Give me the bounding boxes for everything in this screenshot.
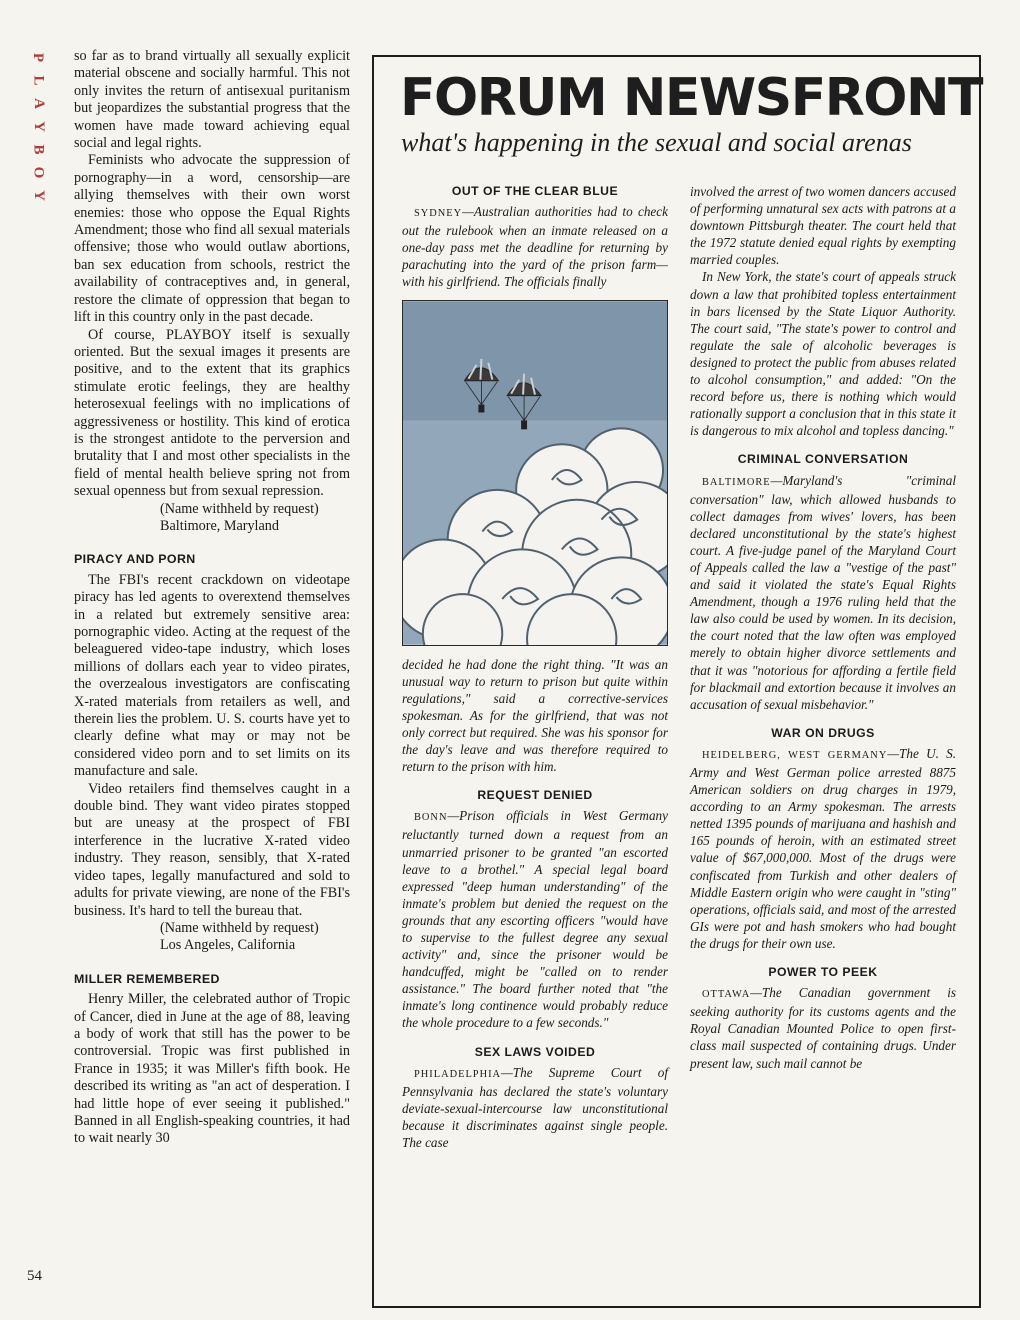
newsfront-right-column <box>690 183 956 1072</box>
item-heading-criminal-conversation: CRIMINAL CONVERSATION <box>737 452 909 467</box>
signature-name: (Name withheld by request) <box>160 500 319 517</box>
letters-column <box>74 48 350 1148</box>
item-heading-clear-blue: OUT OF THE CLEAR BLUE <box>451 184 619 198</box>
item-text: —Australian authorities had to check out the rulebook when an inmate released on a one-day pass met the deadline for returning by parachuting into the yard of the prison farm—with his girlfriend. The officials finally <box>402 204 668 290</box>
letter-signature <box>74 920 350 955</box>
letter-paragraph: so far as to brand virtually all sexually explicit material obscene and socially harmful. This not only invites the return of antisexual puritanism but jeopardizes the substantial progress that the women have made toward achieving equal social and legal rights. <box>74 48 350 152</box>
letter-paragraph: Henry Miller, the celebrated author of Tropic of Cancer, died in June at the age of 88, leaving a body of work that still has the power to be controversial. Tropic was first published in France in 1935; it was Miller's fifth book. He described its writing as "an act of desperation. I had little hope of ever seeing it published." Banned in all English-speaking countries, it had to wait nearly 30 <box>74 991 350 1147</box>
newsfront-subtitle: what's happening in the sexual and social arenas <box>401 128 912 157</box>
item-heading-sex-laws: SEX LAWS VOIDED <box>474 1044 596 1059</box>
item-text: —The Canadian government is seeking authority for its customs agents and the Royal Canadian Mounted Police to open first-class mail suspected of containing drugs. Under present law, such mail cannot be <box>690 985 956 1071</box>
item-heading-power-to-peek: POWER TO PEEK <box>768 965 878 980</box>
page-number: 54 <box>27 1268 42 1284</box>
dateline: BALTIMORE <box>702 476 771 488</box>
dateline: BONN <box>414 812 448 824</box>
item-heading-request-denied: REQUEST DENIED <box>477 788 593 803</box>
parachute-clouds-illustration <box>402 300 668 646</box>
dateline: OTTAWA <box>702 989 751 1001</box>
signature-name: (Name withheld by request) <box>160 919 319 936</box>
item-text: involved the arrest of two women dancers accused of performing unnatural sex acts with patrons at a downtown Pittsburgh theater. The court held that the 1972 statute denied equal rights by exempting married couples. <box>690 184 956 268</box>
item-heading-war-on-drugs: WAR ON DRUGS <box>771 725 875 740</box>
section-heading-piracy: PIRACY AND PORN <box>74 552 196 567</box>
newsfront-middle-column <box>402 183 668 1151</box>
dateline: SYDNEY <box>414 208 463 220</box>
item-text: —The Supreme Court of Pennsylvania has declared the state's voluntary deviate-sexual-intercourse law unconstitutional because it discriminates against single people. The case <box>402 1064 668 1150</box>
letter-paragraph: Video retailers find themselves caught in a double bind. They want video pirates stopped but are uneasy at the prospect of FBI interference in the lucrative X-rated video industry. They reason, sensibly, that X-rated video tapes, legally manufactured and sold to adults for private viewing, are none of the FBI's business. It's hard to tell the bureau that. <box>74 780 350 919</box>
signature-place: Los Angeles, California <box>160 937 296 954</box>
dateline: HEIDELBERG, WEST GERMANY <box>702 749 888 761</box>
letter-paragraph: Feminists who advocate the suppression of pornography—in a word, censorship—are allying themselves with their own worst enemies: those who oppose the Equal Rights Amendment; those who find all sexual materials offensive; those who would outlaw abortions, ban sex education from schools, restrict the availability of contraceptives and, in general, restore the climate of oppression that began to lift in this country only in the past decade. <box>74 152 350 326</box>
letter-paragraph: Of course, PLAYBOY itself is sexually oriented. But the sexual images it presents are positive, and to the extent that its graphics stimulate erotic feelings, they are healthy heterosexual feelings with no implications of aggressiveness or hostility. This kind of erotica is the strongest antidote to the perversion and brutality that I and most other specialists in the field of mental health believe spring not from sexual openness but from sexual repression. <box>74 326 350 500</box>
signature-place: Baltimore, Maryland <box>160 517 279 534</box>
section-heading-miller: MILLER REMEMBERED <box>74 971 220 986</box>
item-text: —Prison officials in West Germany reluctantly turned down a request from an unmarried prisoner to be granted "an escorted leave to a brothel." A special legal board expressed "deep human understanding" of the inmate's problem but denied the request on the grounds that any escorting officers "would have to supervise to the fullest degree any sexual activity" and, since the prisoner would be handcuffed, might be "called on to render assistance." The board further noted that "the inmate's long continence would probably reduce the whole procedure to a few seconds." <box>402 808 668 1031</box>
item-text: In New York, the state's court of appeals struck down a law that prohibited topless entertainment in bars licensed by the State Liquor Authority. The court said, "The state's power to control and regulate the sale of alcoholic beverages is designed to protect the public from abuses related to alcohol consumption," and added: "On the record before us, there is nothing which would rationally support a conclusion that in this state it is dangerous to mix alcohol and topless dancing." <box>690 269 956 439</box>
item-text: decided he had done the right thing. "It was an unusual way to return to prison but quite within regulations," said a corrective-services spokesman. As for the girlfriend, that was not only correct but required. She was his sponsor for the day's leave and was therefore required to return to the prison with him. <box>402 656 668 775</box>
newsfront-title: FORUM NEWSFRONT <box>400 68 982 128</box>
magazine-vertical-label: P L A Y B O Y <box>30 52 47 201</box>
dateline: PHILADELPHIA <box>414 1068 502 1080</box>
item-text: —Maryland's "criminal conversation" law, which allowed husbands to collect damages from wives' lovers, has been declared unconstitutional by the state's highest court. A five-judge panel of the Maryland Court of Appeals called the law a "vestige of the past" and said it violated the state's Equal Rights Amendment, though a 1976 ruling held that the law also could be used by women. In its decision, the court noted that the law often was employed merely to obtain higher divorce settlements and that it was "notorious for affording a fertile field for blackmail and extortion because it involves an accusation of sexual misbehavior." <box>690 472 956 712</box>
letter-signature <box>74 501 350 536</box>
letter-paragraph: The FBI's recent crackdown on videotape piracy has led agents to overextend themselves in a related but extremely sensitive area: pornographic video. Acting at the request of the beleaguered video-tape industry, which loses millions of dollars each year to video pirates, the overzealous investigators are confiscating X-rated materials from retailers as well, and therein lies the problem. U. S. courts have yet to clearly define what may or may not be considered video porn and to set limits on its manufacture and sale. <box>74 571 350 780</box>
item-text: —The U. S. Army and West German police arrested 8875 American soldiers on drug charges in 1979, according to an Army spokesman. The arrests netted 1395 pounds of marijuana and hashish and 165 pounds of heroin, with an estimated street value of $67,000,000. Most of the drugs were confiscated from Turkish and other dealers of Middle Eastern origin who were caught in "sting" operations, officials said, and most of the arrested GIs were pot and hash smokers who had bought the drugs for their own use. <box>690 745 957 951</box>
